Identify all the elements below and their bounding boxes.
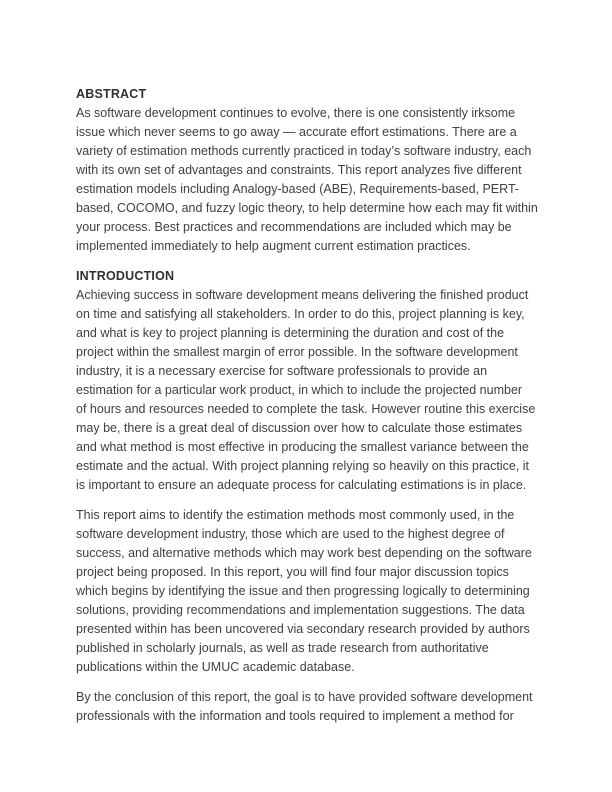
section-heading-abstract: ABSTRACT [76, 87, 147, 101]
introduction-paragraph-1: Achieving success in software development means delivering the finished product on time and satisfying all stakeholders. In order to do this, project planning is key, and what is key to project planning is determining the duration and cost of the project within the smallest margin of error possible. In the software development industry, it is a necessary exercise for software professionals to provide an estimation for a particular work product, in which to include the projected number of hours and resources needed to complete the task. However routine this exercise may be, there is a great deal of discussion over how to calculate those estimates and what method is most effective in producing the smallest variance between the estimate and the actual. With project planning relying so heavily on this practice, it is important to ensure an adequate process for calculating estimations is in place. [76, 288, 536, 492]
introduction-paragraph-3: By the conclusion of this report, the goal is to have provided software development professionals with the information and tools required to implement a method for [76, 690, 533, 723]
introduction-paragraph-2: This report aims to identify the estimation methods most commonly used, in the software development industry, those which are used to the highest degree of success, and alternative methods which may work best depending on the software project being proposed. In this report, you will find four major discussion topics which begins by identifying the issue and then progressing logically to determining solutions, providing recommendations and implementation suggestions. The data presented within has been uncovered via secondary research provided by authors published in scholarly journals, as well as trade research from authoritative publications within the UMUC academic database. [76, 508, 532, 674]
abstract-paragraph-1: As software development continues to evolve, there is one consistently irksome issue which never seems to go away — accurate effort estimations. There are a variety of estimation methods currently practiced in today’s software industry, each with its own set of advantages and constraints. This report analyzes five different estimation models including Analogy-based (ABE), Requirements-based, PERT- based, COCOMO, and fuzzy logic theory, to help determine how each may fit within your process. Best practices and recommendations are included which may be implemented immediately to help augment current estimation practices. [76, 106, 538, 253]
section-heading-introduction: INTRODUCTION [76, 269, 175, 283]
